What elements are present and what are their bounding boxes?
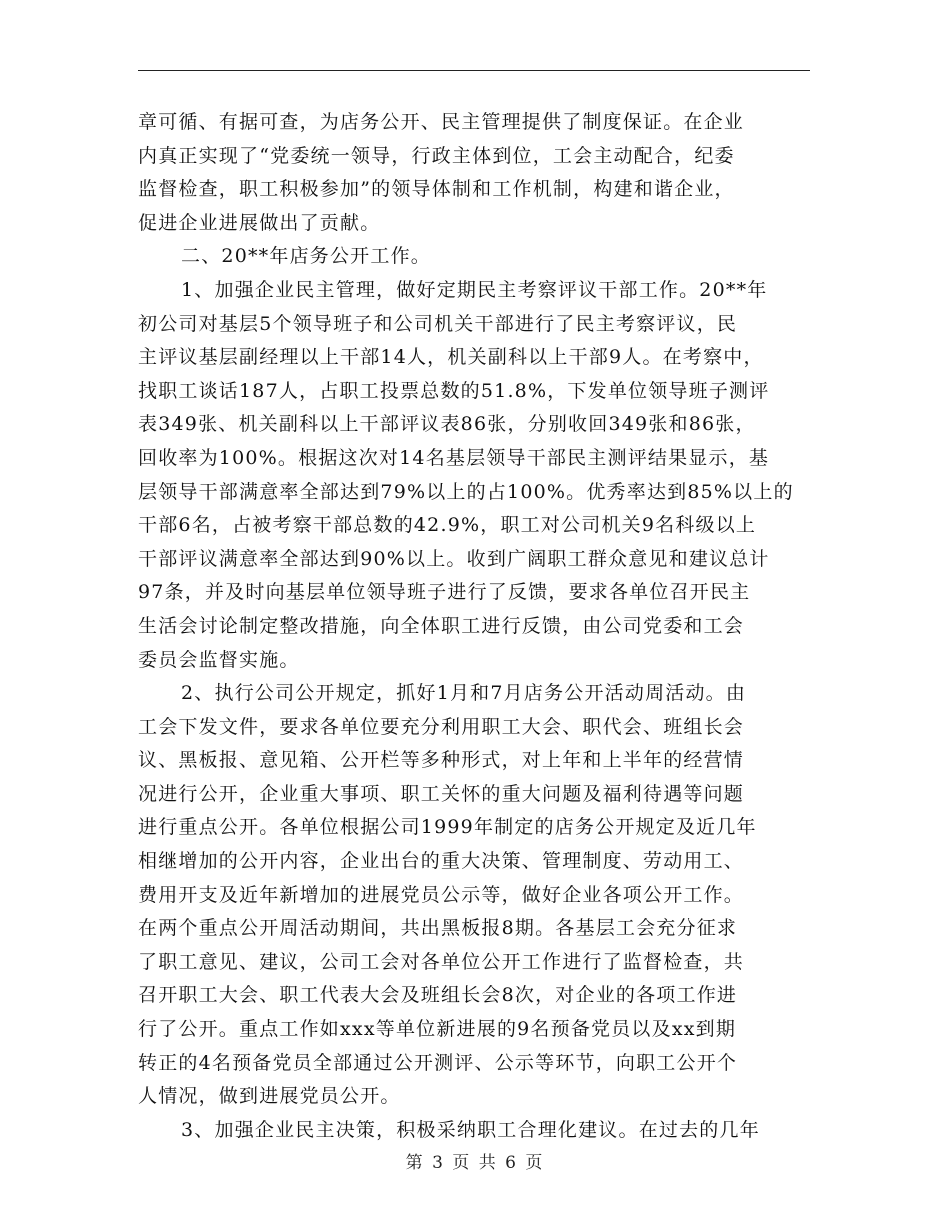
text-line: 内真正实现了“党委统一领导，行政主体到位，工会主动配合，纪委 bbox=[138, 144, 735, 167]
paragraph-start: 2、执行公司公开规定，抓好1月和7月店务公开活动周活动。由 bbox=[181, 682, 747, 705]
paragraph-start: 1、加强企业民主管理，做好定期民主考察评议干部工作。20**年 bbox=[181, 278, 768, 301]
text-line: 层领导干部满意率全部达到79%以上的占100%。优秀率达到85%以上的 bbox=[138, 480, 794, 503]
text-line: 回收率为100%。根据这次对14名基层领导干部民主测评结果显示，基 bbox=[138, 446, 770, 469]
text-line: 行了公开。重点工作如xxx等单位新进展的9名预备党员以及xx到期 bbox=[138, 1018, 737, 1041]
text-line: 召开职工大会、职工代表大会及班组长会8次，对企业的各项工作进 bbox=[138, 984, 738, 1007]
text-line: 主评议基层副经理以上干部14人，机关副科以上干部9人。在考察中， bbox=[138, 346, 764, 369]
text-line: 表349张、机关副科以上干部评议表86张，分别收回349张和86张， bbox=[138, 413, 756, 436]
text-line: 况进行公开，企业重大事项、职工关怀的重大问题及福利待遇等问题 bbox=[138, 782, 745, 805]
text-line: 97条，并及时向基层单位领导班子进行了反馈，要求各单位召开民主 bbox=[138, 581, 751, 604]
text-line: 了职工意见、建议，公司工会对各单位公开工作进行了监督检查，共 bbox=[138, 950, 745, 973]
text-line: 进行重点公开。各单位根据公司1999年制定的店务公开规定及近几年 bbox=[138, 816, 757, 839]
text-line: 相继增加的公开内容，企业出台的重大决策、管理制度、劳动用工、 bbox=[138, 850, 745, 873]
text-line: 在两个重点公开周活动期间，共出黑板报8期。各基层工会充分征求 bbox=[138, 917, 738, 940]
text-line: 初公司对基层5个领导班子和公司机关干部进行了民主考察评议，民 bbox=[138, 312, 738, 335]
text-line: 委员会监督实施。 bbox=[138, 648, 300, 671]
document-body bbox=[138, 106, 810, 1147]
text-line: 促进企业进展做出了贡献。 bbox=[138, 211, 381, 234]
text-line: 监督检查，职工积极参加”的领导体制和工作机制，构建和谐企业， bbox=[138, 178, 735, 201]
text-line: 费用开支及近年新增加的进展党员公示等，做好企业各项公开工作。 bbox=[138, 883, 745, 906]
text-line: 干部评议满意率全部达到90%以上。收到广阔职工群众意见和建议总计 bbox=[138, 547, 770, 570]
text-line: 人情况，做到进展党员公开。 bbox=[138, 1085, 401, 1108]
page-footer: 第 3 页 共 6 页 bbox=[405, 1153, 545, 1173]
text-line: 转正的4名预备党员全部通过公开测评、公示等环节，向职工公开个 bbox=[138, 1051, 738, 1074]
header-rule bbox=[138, 70, 810, 71]
paragraph-start: 3、加强企业民主决策，积极采纳职工合理化建议。在过去的几年 bbox=[181, 1118, 760, 1141]
section-heading: 二、20**年店务公开工作。 bbox=[181, 245, 431, 268]
text-line: 议、黑板报、意见箱、公开栏等多种形式，对上年和上半年的经营情 bbox=[138, 749, 745, 772]
text-line: 干部6名，占被考察干部总数的42.9%，职工对公司机关9名科级以上 bbox=[138, 514, 757, 537]
text-line: 生活会讨论制定整改措施，向全体职工进行反馈，由公司党委和工会 bbox=[138, 614, 745, 637]
text-line: 找职工谈话187人，占职工投票总数的51.8%，下发单位领导班子测评 bbox=[138, 379, 770, 402]
text-line: 工会下发文件，要求各单位要充分利用职工大会、职代会、班组长会 bbox=[138, 715, 745, 738]
text-line: 章可循、有据可查，为店务公开、民主管理提供了制度保证。在企业 bbox=[138, 111, 745, 133]
